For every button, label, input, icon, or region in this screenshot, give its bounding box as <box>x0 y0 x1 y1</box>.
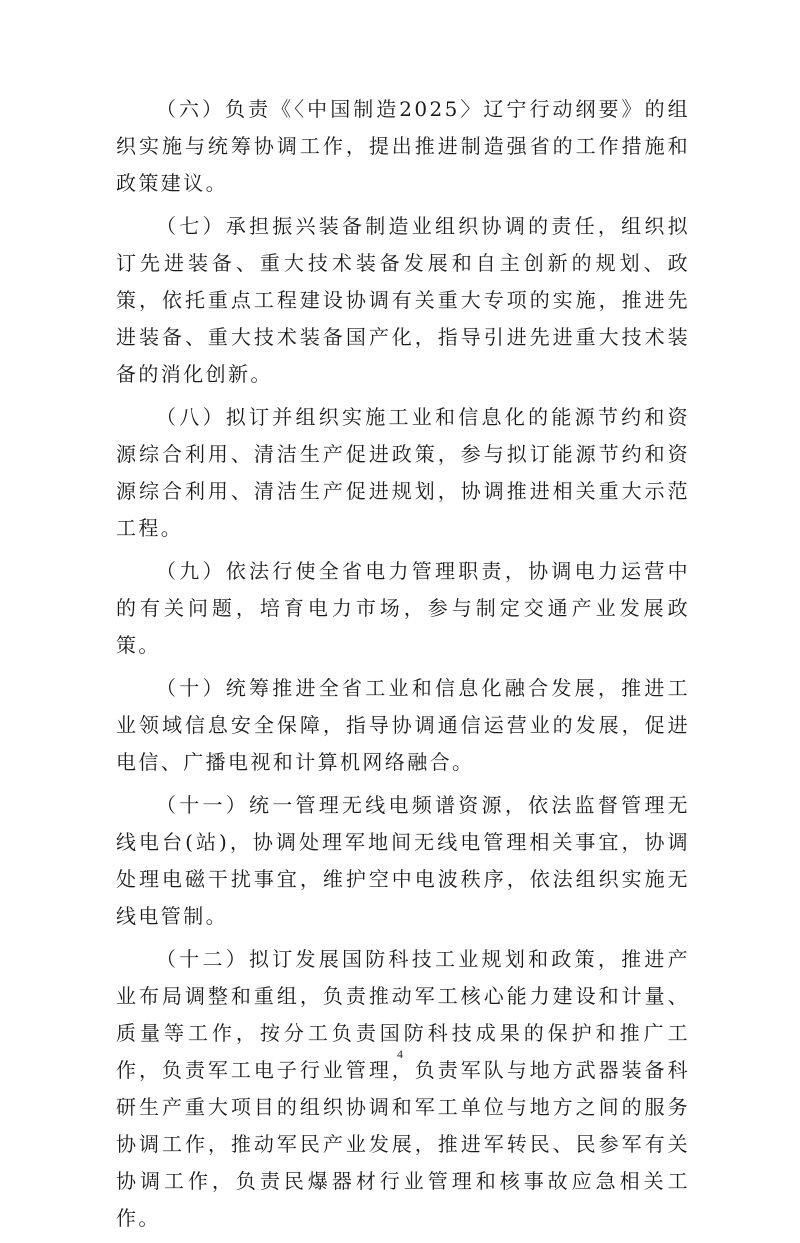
paragraph-8: （八）拟订并组织实施工业和信息化的能源节约和资源综合利用、清洁生产促进政策，参与拟订能源节约和资源综合利用、清洁生产促进规划，协调推进相关重大示范工程。 <box>116 405 690 540</box>
paragraph-10: （十）统筹推进全省工业和信息化融合发展，推进工业领域信息安全保障，指导协调通信运营业的发展，促进电信、广播电视和计算机网络融合。 <box>116 676 690 774</box>
paragraph-9: （九）依法行使全省电力管理职责，协调电力运营中的有关问题，培育电力市场，参与制定交通产业发展政策。 <box>116 559 690 657</box>
paragraph-12: （十二）拟订发展国防科技工业规划和政策，推进产业布局调整和重组，负责推动军工核心能力建设和计量、质量等工作，按分工负责国防科技成果的保护和推广工作，负责军工电子行业管理，负责军队与地方武器装备科研生产重大项目的组织协调和军工单位与地方之间的服务协调工作，推动军民产业发展，推进军转民、民参军有关协调工作，负责民爆器材行业管理和核事故应急相关工作。 <box>116 947 690 1230</box>
paragraph-7: （七）承担振兴装备制造业组织协调的责任，组织拟订先进装备、重大技术装备发展和自主创新的规划、政策，依托重点工程建设协调有关重大专项的实施，推进先进装备、重大技术装备国产化，指导引进先进重大技术装备的消化创新。 <box>116 214 690 386</box>
paragraph-6: （六）负责《〈中国制造2025〉辽宁行动纲要》的组织实施与统筹协调工作，提出推进制造强省的工作措施和政策建议。 <box>116 97 690 195</box>
body-text <box>116 91 690 1243</box>
page-number: 4 <box>397 1047 403 1061</box>
paragraph-11: （十一）统一管理无线电频谱资源，依法监督管理无线电台(站)，协调处理军地间无线电管理相关事宜，协调处理电磁干扰事宜，维护空中电波秩序，依法组织实施无线电管制。 <box>116 793 690 928</box>
